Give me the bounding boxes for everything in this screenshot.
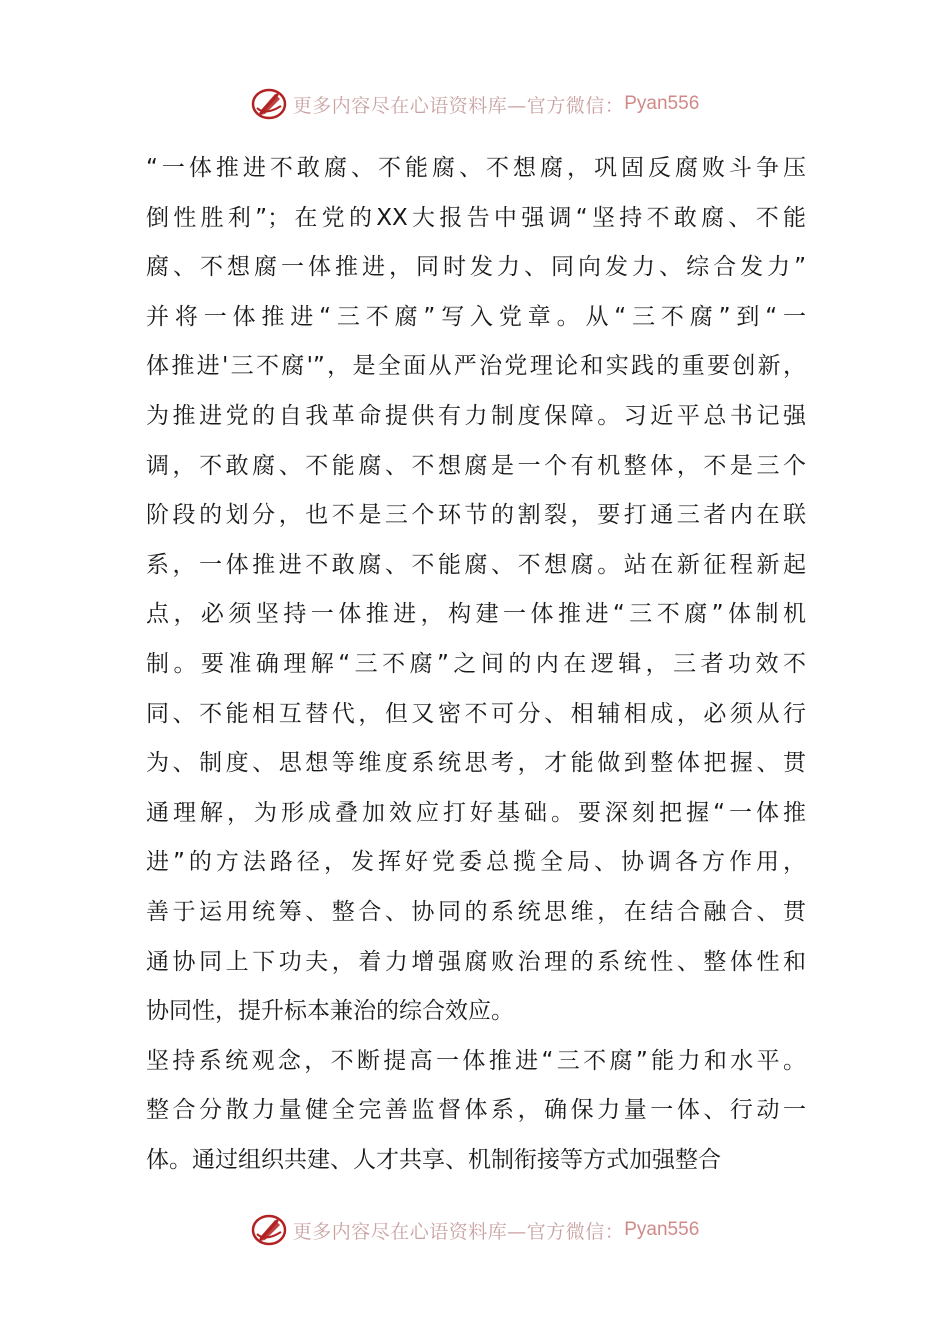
text-line: 腐、不想腐一体推进，同时发力、同向发力、综合发力” <box>146 254 806 281</box>
text-line: 通协同上下功夫，着力增强腐败治理的系统性、整体性和 <box>146 948 806 975</box>
text-line: 调，不敢腐、不能腐、不想腐是一个有机整体，不是三个 <box>146 452 806 479</box>
text-line: “一体推进不敢腐、不能腐、不想腐，巩固反腐败斗争压 <box>146 155 806 181</box>
text-line: 点，必须坚持一体推进，构建一体推进“三不腐”体制机 <box>146 601 806 628</box>
header-banner-text: 更多内容尽在心语资料库—官方微信： <box>292 94 625 117</box>
header-banner <box>0 82 950 126</box>
text-line: 为、制度、思想等维度系统思考，才能做到整体把握、贯 <box>146 750 806 777</box>
footer-banner-text: 更多内容尽在心语资料库—官方微信： <box>292 1220 625 1243</box>
text-line: 制。要准确理解“三不腐”之间的内在逻辑，三者功效不 <box>146 650 806 677</box>
text-line: 坚持系统观念，不断提高一体推进“三不腐”能力和水平。 <box>146 1047 806 1074</box>
text-line: 协同性，提升标本兼治的综合效应。 <box>146 998 514 1025</box>
text-line: 同、不能相互替代，但又密不可分、相辅相成，必须从行 <box>146 700 806 727</box>
footer-wechat-id: Pyan556 <box>624 1219 700 1240</box>
text-line: 整合分散力量健全完善监督体系，确保力量一体、行动一 <box>146 1097 806 1124</box>
text-line: 通理解，为形成叠加效应打好基础。要深刻把握“一体推 <box>146 799 806 826</box>
text-line: 系，一体推进不敢腐、不能腐、不想腐。站在新征程新起 <box>146 551 806 578</box>
text-line: 为推进党的自我革命提供有力制度保障。习近平总书记强 <box>146 402 806 429</box>
text-line: 阶段的划分，也不是三个环节的割裂，要打通三者内在联 <box>146 502 806 529</box>
pen-logo-icon <box>251 86 287 122</box>
text-line: 倒性胜利”；在党的XX大报告中强调“坚持不敢腐、不能 <box>146 204 806 231</box>
text-line: 并将一体推进“三不腐”写入党章。从“三不腐”到“一 <box>146 303 806 330</box>
text-line: 善于运用统筹、整合、协同的系统思维，在结合融合、贯 <box>146 898 806 925</box>
text-line: 进”的方法路径，发挥好党委总揽全局、协调各方作用， <box>146 849 806 876</box>
text-line: 体推进'三不腐'”，是全面从严治党理论和实践的重要创新， <box>146 353 806 380</box>
pen-logo-icon <box>251 1212 287 1248</box>
document-body <box>146 144 806 1185</box>
header-wechat-id: Pyan556 <box>624 93 700 114</box>
text-line: 体。通过组织共建、人才共享、机制衔接等方式加强整合 <box>146 1146 721 1173</box>
footer-banner <box>0 1208 950 1252</box>
